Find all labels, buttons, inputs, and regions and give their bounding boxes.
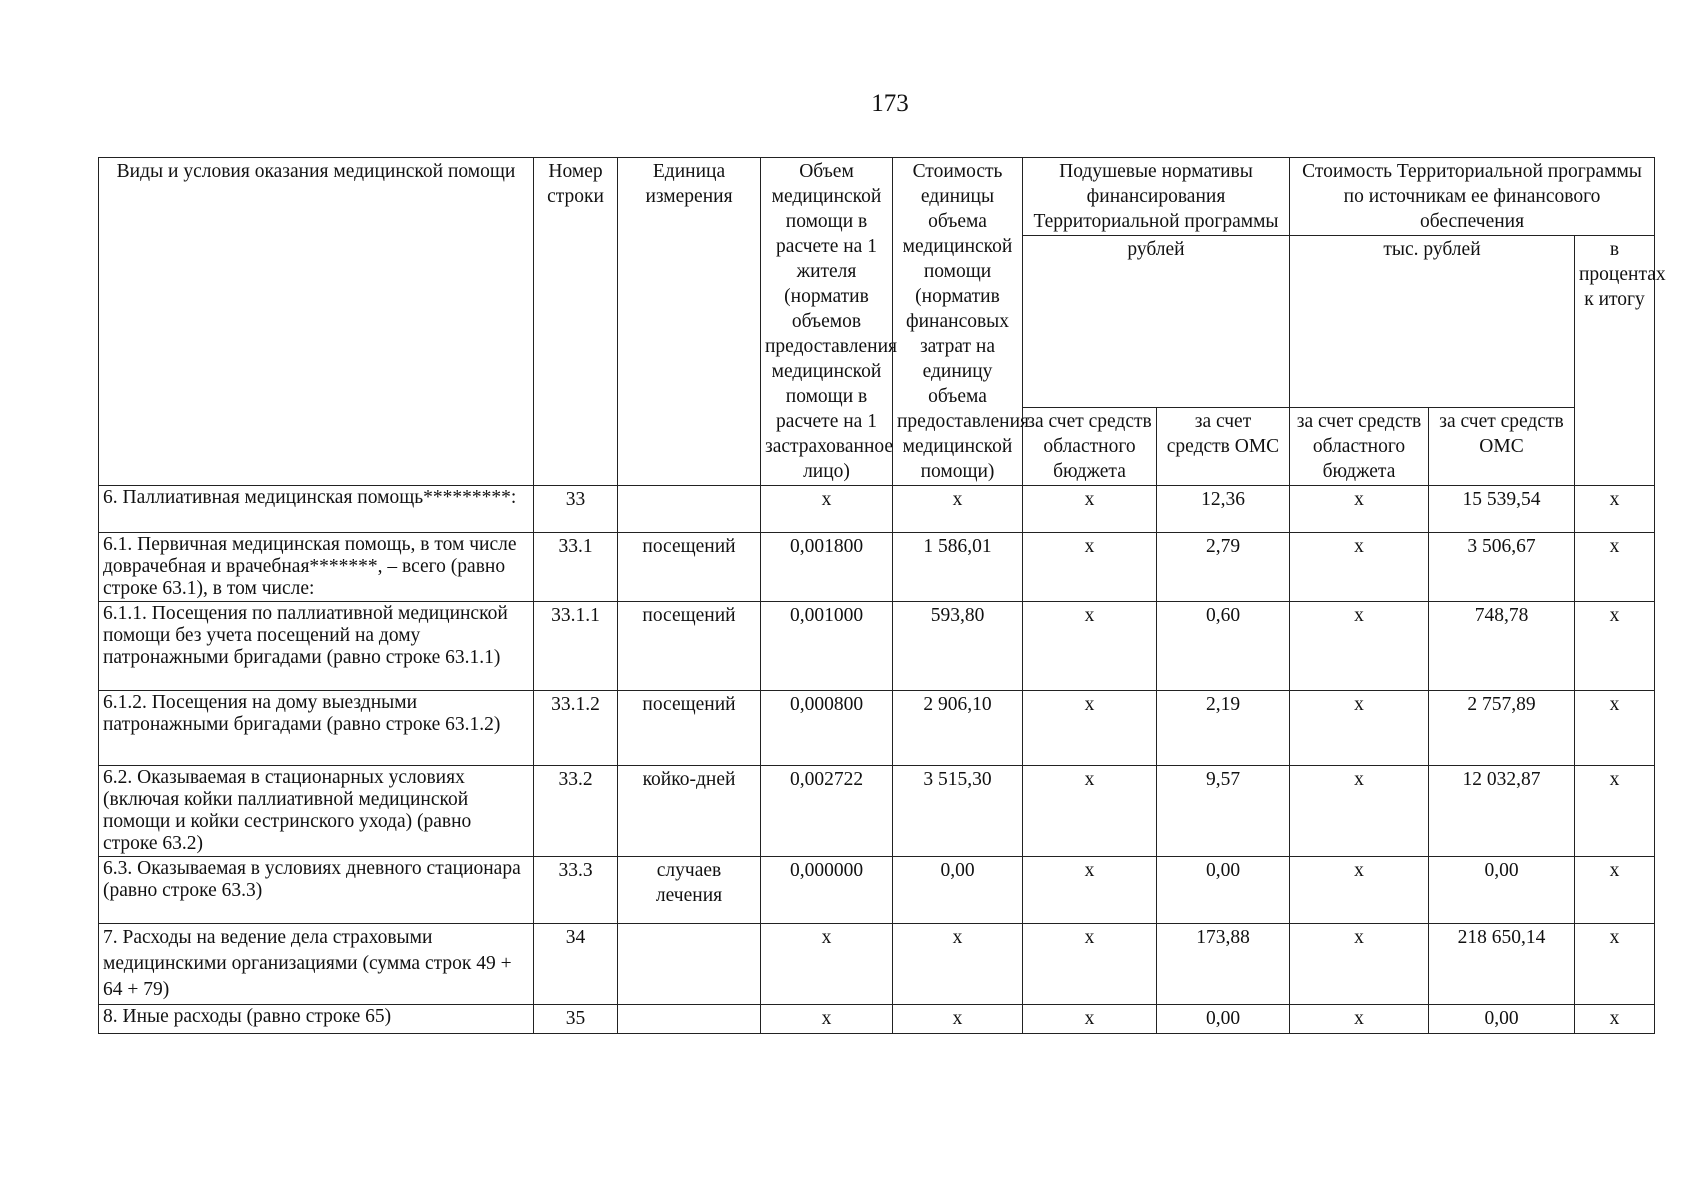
- row-pc-oms: 0,00: [1157, 857, 1290, 924]
- row-pc-budget: x: [1023, 857, 1157, 924]
- row-tp-oms: 2 757,89: [1429, 691, 1575, 766]
- row-pc-oms: 173,88: [1157, 924, 1290, 1005]
- row-volume: x: [761, 1005, 893, 1034]
- row-name: 6.1. Первичная медицинская помощь, в том числе доврачебная и врачебная*******, – всего (равно строке 63.1), в том числе:: [99, 533, 534, 602]
- header-program-cost: Стоимость Территориальной программы по источникам ее финансового обеспечения: [1290, 158, 1655, 236]
- row-unit: [618, 486, 761, 533]
- table-row: [99, 924, 1655, 1005]
- row-volume: x: [761, 486, 893, 533]
- financing-table: [98, 157, 1666, 1034]
- row-percent: x: [1575, 533, 1655, 602]
- row-unit: [618, 924, 761, 1005]
- header-pc-regional-budget: за счет средств областного бюджета: [1023, 408, 1157, 486]
- row-volume: 0,000800: [761, 691, 893, 766]
- row-pc-budget: x: [1023, 691, 1157, 766]
- row-name: 6. Паллиативная медицинская помощь*********:: [99, 486, 534, 533]
- row-name: 6.2. Оказываемая в стационарных условиях (включая койки паллиативной медицинской помощи и койки сестринского ухода) (равно строке 63.2): [99, 766, 534, 857]
- row-tp-oms: 15 539,54: [1429, 486, 1575, 533]
- row-tp-budget: x: [1290, 602, 1429, 691]
- row-pc-budget: x: [1023, 533, 1157, 602]
- header-percent: в процентах к итогу: [1575, 236, 1655, 486]
- row-percent: x: [1575, 691, 1655, 766]
- row-tp-oms: 748,78: [1429, 602, 1575, 691]
- row-tp-budget: x: [1290, 486, 1429, 533]
- header-type: Виды и условия оказания медицинской помощи: [99, 158, 534, 486]
- row-percent: x: [1575, 766, 1655, 857]
- row-unit: случаев лечения: [618, 857, 761, 924]
- row-percent: x: [1575, 924, 1655, 1005]
- row-number: 33.1.1: [534, 602, 618, 691]
- row-pc-budget: x: [1023, 486, 1157, 533]
- row-cost: 1 586,01: [893, 533, 1023, 602]
- row-percent: x: [1575, 857, 1655, 924]
- row-tp-oms: 3 506,67: [1429, 533, 1575, 602]
- header-volume: Объем медицинской помощи в расчете на 1 жителя (норматив объемов предоставления медицинской помощи в расчете на 1 застрахованное лицо): [761, 158, 893, 486]
- row-name: 7. Расходы на ведение дела страховыми медицинскими организациями (сумма строк 49 + 64 + 79): [99, 924, 534, 1005]
- header-tp-oms: за счет средств ОМС: [1429, 408, 1575, 486]
- table-row: [99, 857, 1655, 924]
- row-number: 35: [534, 1005, 618, 1034]
- table-row: [99, 766, 1655, 857]
- row-cost: x: [893, 924, 1023, 1005]
- table-row: [99, 602, 1655, 691]
- header-row-1: [99, 158, 1655, 236]
- row-pc-budget: x: [1023, 766, 1157, 857]
- row-pc-oms: 2,19: [1157, 691, 1290, 766]
- page-number: 173: [871, 90, 909, 117]
- row-tp-oms: 218 650,14: [1429, 924, 1575, 1005]
- row-unit: [618, 1005, 761, 1034]
- header-unit-cost: Стоимость единицы объема медицинской помощи (норматив финансовых затрат на единицу объема предоставления медицинской помощи): [893, 158, 1023, 486]
- row-percent: x: [1575, 486, 1655, 533]
- header-row-number: Номер строки: [534, 158, 618, 486]
- header-unit-rubles: рублей: [1023, 236, 1290, 408]
- row-pc-oms: 0,60: [1157, 602, 1290, 691]
- row-tp-budget: x: [1290, 766, 1429, 857]
- row-volume: 0,001000: [761, 602, 893, 691]
- row-tp-oms: 0,00: [1429, 857, 1575, 924]
- row-tp-oms: 12 032,87: [1429, 766, 1575, 857]
- row-cost: x: [893, 1005, 1023, 1034]
- header-pc-oms: за счет средств ОМС: [1157, 408, 1290, 486]
- header-tp-regional-budget: за счет средств областного бюджета: [1290, 408, 1429, 486]
- row-number: 33.1: [534, 533, 618, 602]
- row-number: 33: [534, 486, 618, 533]
- header-unit: Единица измерения: [618, 158, 761, 486]
- row-number: 33.1.2: [534, 691, 618, 766]
- row-unit: посещений: [618, 602, 761, 691]
- row-percent: x: [1575, 1005, 1655, 1034]
- row-tp-budget: x: [1290, 691, 1429, 766]
- row-pc-oms: 12,36: [1157, 486, 1290, 533]
- row-tp-budget: x: [1290, 924, 1429, 1005]
- row-unit: посещений: [618, 691, 761, 766]
- table-row: [99, 533, 1655, 602]
- row-pc-oms: 0,00: [1157, 1005, 1290, 1034]
- row-cost: 0,00: [893, 857, 1023, 924]
- row-number: 34: [534, 924, 618, 1005]
- row-pc-budget: x: [1023, 924, 1157, 1005]
- row-cost: 593,80: [893, 602, 1023, 691]
- row-cost: 2 906,10: [893, 691, 1023, 766]
- row-cost: x: [893, 486, 1023, 533]
- row-percent: x: [1575, 602, 1655, 691]
- row-volume: x: [761, 924, 893, 1005]
- row-cost: 3 515,30: [893, 766, 1023, 857]
- row-name: 6.1.2. Посещения на дому выездными патронажными бригадами (равно строке 63.1.2): [99, 691, 534, 766]
- table-row: [99, 486, 1655, 533]
- table-row: [99, 691, 1655, 766]
- row-name: 8. Иные расходы (равно строке 65): [99, 1005, 534, 1034]
- header-unit-thousand-rubles: тыс. рублей: [1290, 236, 1575, 408]
- row-pc-budget: x: [1023, 602, 1157, 691]
- row-number: 33.3: [534, 857, 618, 924]
- row-pc-oms: 2,79: [1157, 533, 1290, 602]
- header-per-capita: Подушевые нормативы финансирования Территориальной программы: [1023, 158, 1290, 236]
- row-name: 6.1.1. Посещения по паллиативной медицинской помощи без учета посещений на дому патронажными бригадами (равно строке 63.1.1): [99, 602, 534, 691]
- table-row: [99, 1005, 1655, 1034]
- row-name: 6.3. Оказываемая в условиях дневного стационара (равно строке 63.3): [99, 857, 534, 924]
- row-tp-budget: x: [1290, 533, 1429, 602]
- row-pc-oms: 9,57: [1157, 766, 1290, 857]
- row-volume: 0,000000: [761, 857, 893, 924]
- row-unit: койко-дней: [618, 766, 761, 857]
- row-tp-budget: x: [1290, 1005, 1429, 1034]
- row-tp-oms: 0,00: [1429, 1005, 1575, 1034]
- row-tp-budget: x: [1290, 857, 1429, 924]
- row-unit: посещений: [618, 533, 761, 602]
- row-pc-budget: x: [1023, 1005, 1157, 1034]
- row-volume: 0,002722: [761, 766, 893, 857]
- row-number: 33.2: [534, 766, 618, 857]
- row-volume: 0,001800: [761, 533, 893, 602]
